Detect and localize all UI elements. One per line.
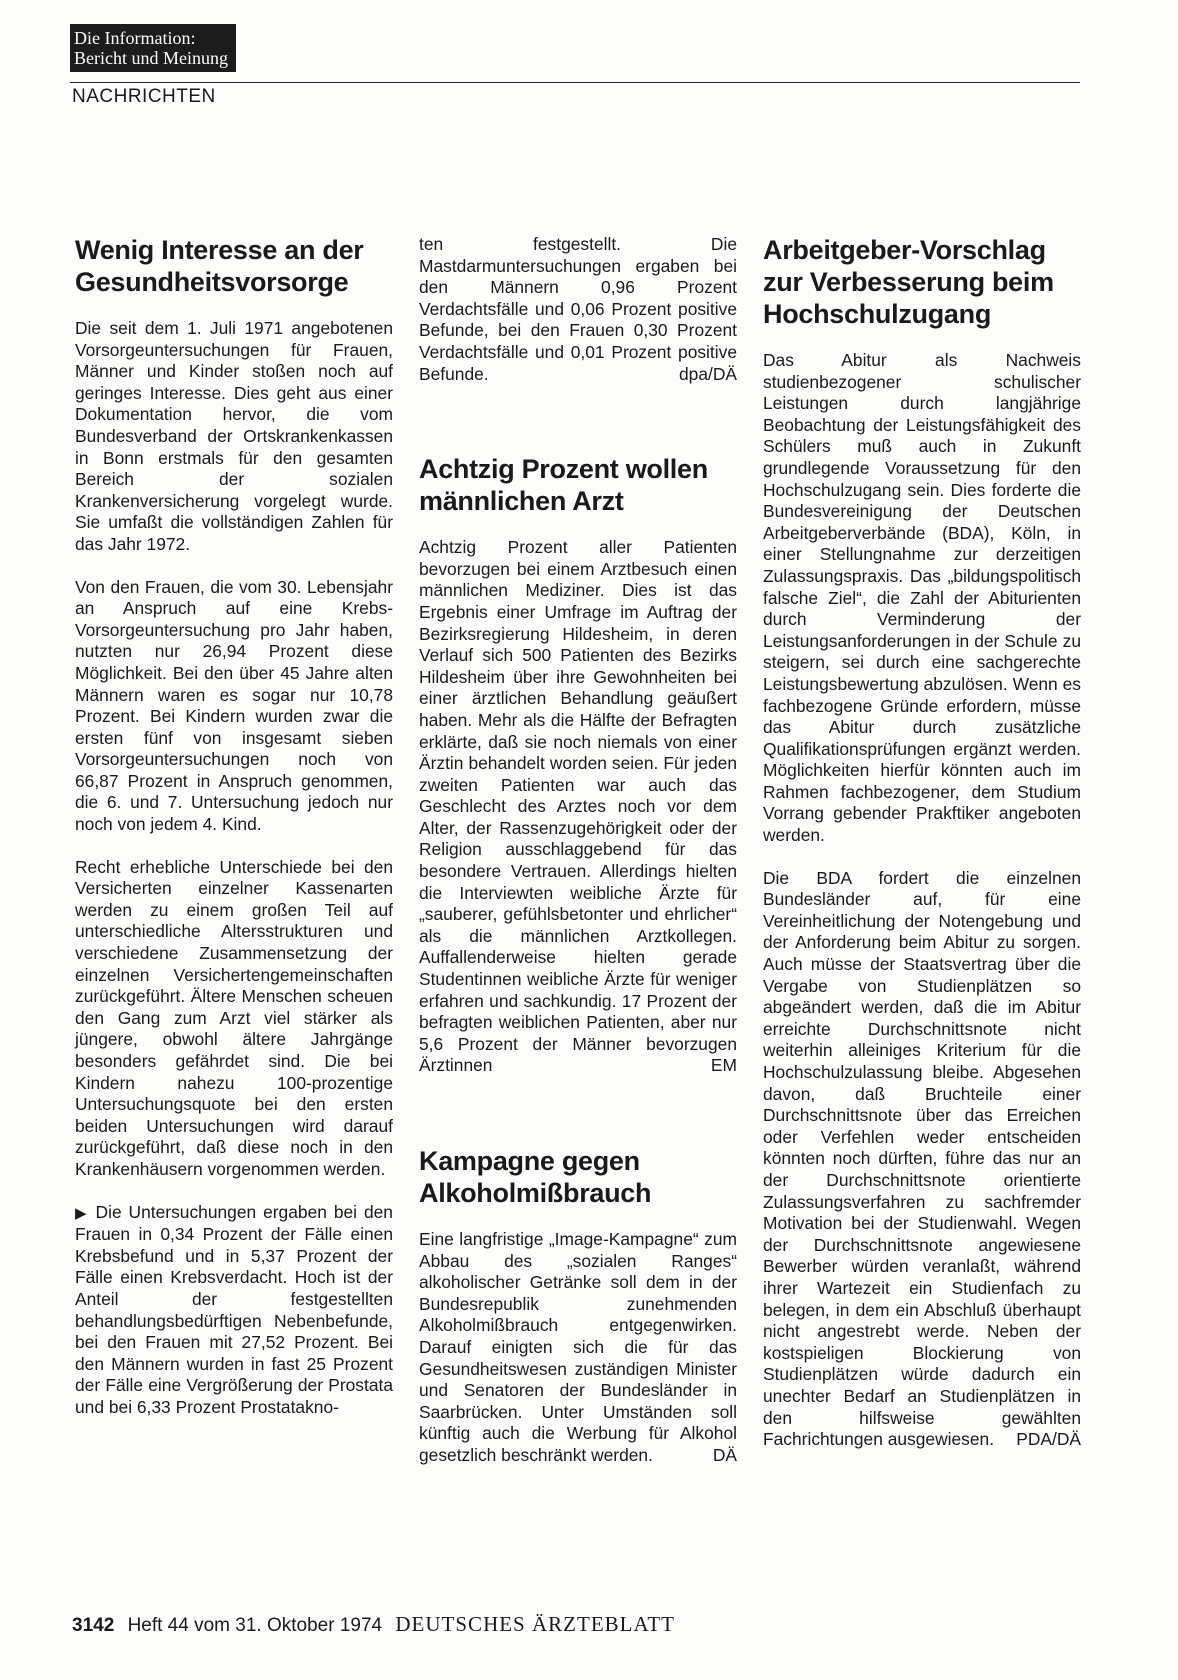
- column-2: [419, 234, 737, 1467]
- paragraph: [763, 868, 1081, 1451]
- article-title-vorsorge: Wenig Interesse an der Gesundheitsvorsorge: [75, 235, 364, 297]
- paragraph-text: Achtzig Prozent aller Patienten bevorzugen bei einem Arztbesuch einen männlichen Mediziner. Dies ist das Ergebnis einer Umfrage im Auftrag der Bezirksregierung Hildesheim, in deren Verlauf sich 500 Patienten des Bezirks Hildesheim über ihre Gewohnheiten bei einer ärztlichen Behandlung geäußert haben. Mehr als die Hälfte der Befragten erklärte, daß sie noch niemals von einer Ärztin behandelt worden seien. Für jeden zweiten Patienten war auch das Geschlecht des Arztes noch vor dem Alter, der Rassenzugehörigkeit oder der Religion ausschlaggebend für das besondere Vertrauen. Allerdings hielten die Interviewten weibliche Ärzte für „sauberer, gefühlsbetonter und ehrlicher“ als die männlichen Arztkollegen. Auffallenderweise hielten gerade Studentinnen weibliche Ärzte für weniger erfahren und sachkundig. 17 Prozent der befragten weiblichen Patienten, aber nur 5,6 Prozent der Männer bevorzugen Ärztinnen: [419, 537, 737, 1076]
- arrow-icon: ▶: [75, 1204, 89, 1222]
- paragraph: Die seit dem 1. Juli 1971 angebotenen Vorsorgeuntersuchungen für Frauen, Männer und Kinder stoßen noch auf geringes Interesse. Dies geht aus einer Dokumentation hervor, die vom Bundesverband der Ortskrankenkassen in Bonn erstmals für den gesamten Bereich der sozialen Krankenversicherung vorgelegt wurde. Sie umfaßt die vollständigen Zahlen für das Jahr 1972.: [75, 318, 393, 554]
- section-label: NACHRICHTEN: [72, 86, 216, 107]
- signature: EM: [710, 1055, 737, 1076]
- header-rule: [70, 82, 1080, 83]
- issue-info: Heft 44 vom 31. Oktober 1974: [127, 1615, 383, 1636]
- paragraph-with-arrow: [75, 1202, 393, 1419]
- footer: [72, 1612, 675, 1637]
- column-3: [763, 234, 1081, 1451]
- paragraph-text: ten festgestellt. Die Mastdarmuntersuchungen ergaben bei den Männern 0,96 Prozent Verdachtsfälle und 0,06 Prozent positive Befunde, bei den Frauen 0,30 Prozent Verdachtsfälle und 0,01 Prozent positive Befunde.: [419, 234, 737, 384]
- article-title-alkohol: Kampagne gegen Alkoholmißbrauch: [419, 1146, 652, 1208]
- paragraph: [419, 1229, 737, 1467]
- paragraph-text: Die Untersuchungen ergaben bei den Frauen in 0,34 Prozent der Fälle einen Krebsbefund und in 5,37 Prozent der Fälle einen Krebsverdacht. Hoch ist der Anteil der festgestellten behandlungsbedürftigen Nebenbefunde, bei den Frauen mit 27,52 Prozent. Bei den Männern wurden in fast 25 Prozent der Fälle eine Vergrößerung der Prostata und bei 6,33 Prozent Prostatakno-: [75, 1201, 393, 1417]
- paragraph: Recht erhebliche Unterschiede bei den Versicherten einzelner Kassenarten werden zu einem großen Teil auf unterschiedliche Altersstrukturen und verschiedene Zusammensetzung der einzelnen Versichertengemeinschaften zurückgeführt. Ältere Menschen scheuen den Gang zum Arzt viel stärker als jüngere, obwohl ältere Jahrgänge besonders gefährdet sind. Die bei Kindern nahezu 100-prozentige Untersuchungsquote bei den ersten beiden Untersuchungen wird darauf zurückgeführt, daß diese noch in den Krankenhäusern vorgenommen werden.: [75, 856, 393, 1179]
- article-title-arzt: Achtzig Prozent wollen männlichen Arzt: [419, 454, 708, 517]
- signature: DÄ: [712, 1444, 737, 1465]
- signature: PDA/DÄ: [1016, 1429, 1081, 1450]
- paragraph: [419, 537, 737, 1077]
- page-number: 3142: [72, 1615, 115, 1636]
- paragraph: Von den Frauen, die vom 30. Lebensjahr an Anspruch auf eine Krebs-Vorsorgeuntersuchung pro Jahr haben, nutzten nur 26,94 Prozent diese Möglichkeit. Bei den über 45 Jahre alten Männern waren es sogar nur 10,78 Prozent. Bei Kindern wurden zwar die ersten fünf von insgesamt sieben Vorsorgeuntersuchungen noch von 66,87 Prozent in Anspruch genommen, die 6. und 7. Untersuchung jedoch nur noch von jedem 4. Kind.: [75, 576, 393, 835]
- paragraph-text: Eine langfristige „Image-Kampagne“ zum Abbau des „sozialen Ranges“ alkoholischer Getränke soll dem in der Bundesrepublik zunehmenden Alkoholmißbrauch entgegenwirken. Darauf einigten sich die für das Gesundheitswesen zuständigen Minister und Senatoren der Bundesländer in Saarbrücken. Unter Umständen soll künftig auch die Werbung für Alkohol gesetzlich beschränkt werden.: [419, 1229, 737, 1465]
- column-1: [75, 234, 393, 1419]
- article-title-hochschulzugang: Arbeitgeber-Vorschlag zur Verbesserung beim Hochschulzugang: [763, 235, 1054, 329]
- masthead: [70, 24, 236, 72]
- paragraph: Das Abitur als Nachweis studienbezogener schulischer Leistungen durch langjährige Beobachtung der Leistungsfähigkeit des Schülers muß auch in Zukunft grundlegende Voraussetzung für den Hochschulzugang sein. Dies forderte die Bundesvereinigung der Deutschen Arbeitgeberverbände (BDA), Köln, in einer Stellungnahme zur derzeitigen Zulassungspraxis. Das „bildungspolitisch falsche Ziel“, die Zahl der Abiturienten durch Verminderung der Leistungsanforderungen in der Schule zu steigern, sei durch eine sachgerechte Leistungsbewertung abzulösen. Wenn es fachbezogene Gründe erfordern, müsse das Abitur durch zusätzliche Qualifikationsprüfungen ergänzt werden. Möglichkeiten hierfür könnten auch im Rahmen fachbezogener, dem Studium Vorrang gebender Prakftiker angeboten werden.: [763, 350, 1081, 846]
- publication-name: DEUTSCHES ÄRZTEBLATT: [395, 1612, 675, 1636]
- masthead-line2: Bericht und Meinung: [74, 48, 228, 68]
- paragraph-continued: [419, 234, 737, 385]
- signature: dpa/DÄ: [678, 363, 737, 384]
- paragraph-text: Die BDA fordert die einzelnen Bundesländer auf, für eine Vereinheitlichung der Notengebung und der Anforderung beim Abitur zu sorgen. Auch müsse der Staatsvertrag über die Vergabe von Studienplätzen so abgeändert werden, daß die im Abitur erreichte Durchschnittsnote nicht weiterhin alleiniges Kriterium für die Hochschulzulassung bleibe. Abgesehen davon, daß Bruchteile einer Durchschnittsnote über das Erreichen oder Verfehlen weder entscheiden könnten noch dürften, führe das nur an der Durchschnittsnote orientierte Zulassungsverfahren zu sachfremder Motivation bei der Studienwahl. Wegen der Durchschnittsnote angewiesene Bewerber würden veranlaßt, während ihrer Wartezeit ein Studienfach zu belegen, in dem ein Abschluß überhaupt nicht angestrebt werde. Neben der kostspieligen Blockierung von Studienplätzen würde dadurch ein unechter Bedarf an Studienplätzen in den hilfsweise gewählten Fachrichtungen ausgewiesen.: [763, 867, 1081, 1450]
- masthead-line1: Die Information:: [74, 28, 196, 48]
